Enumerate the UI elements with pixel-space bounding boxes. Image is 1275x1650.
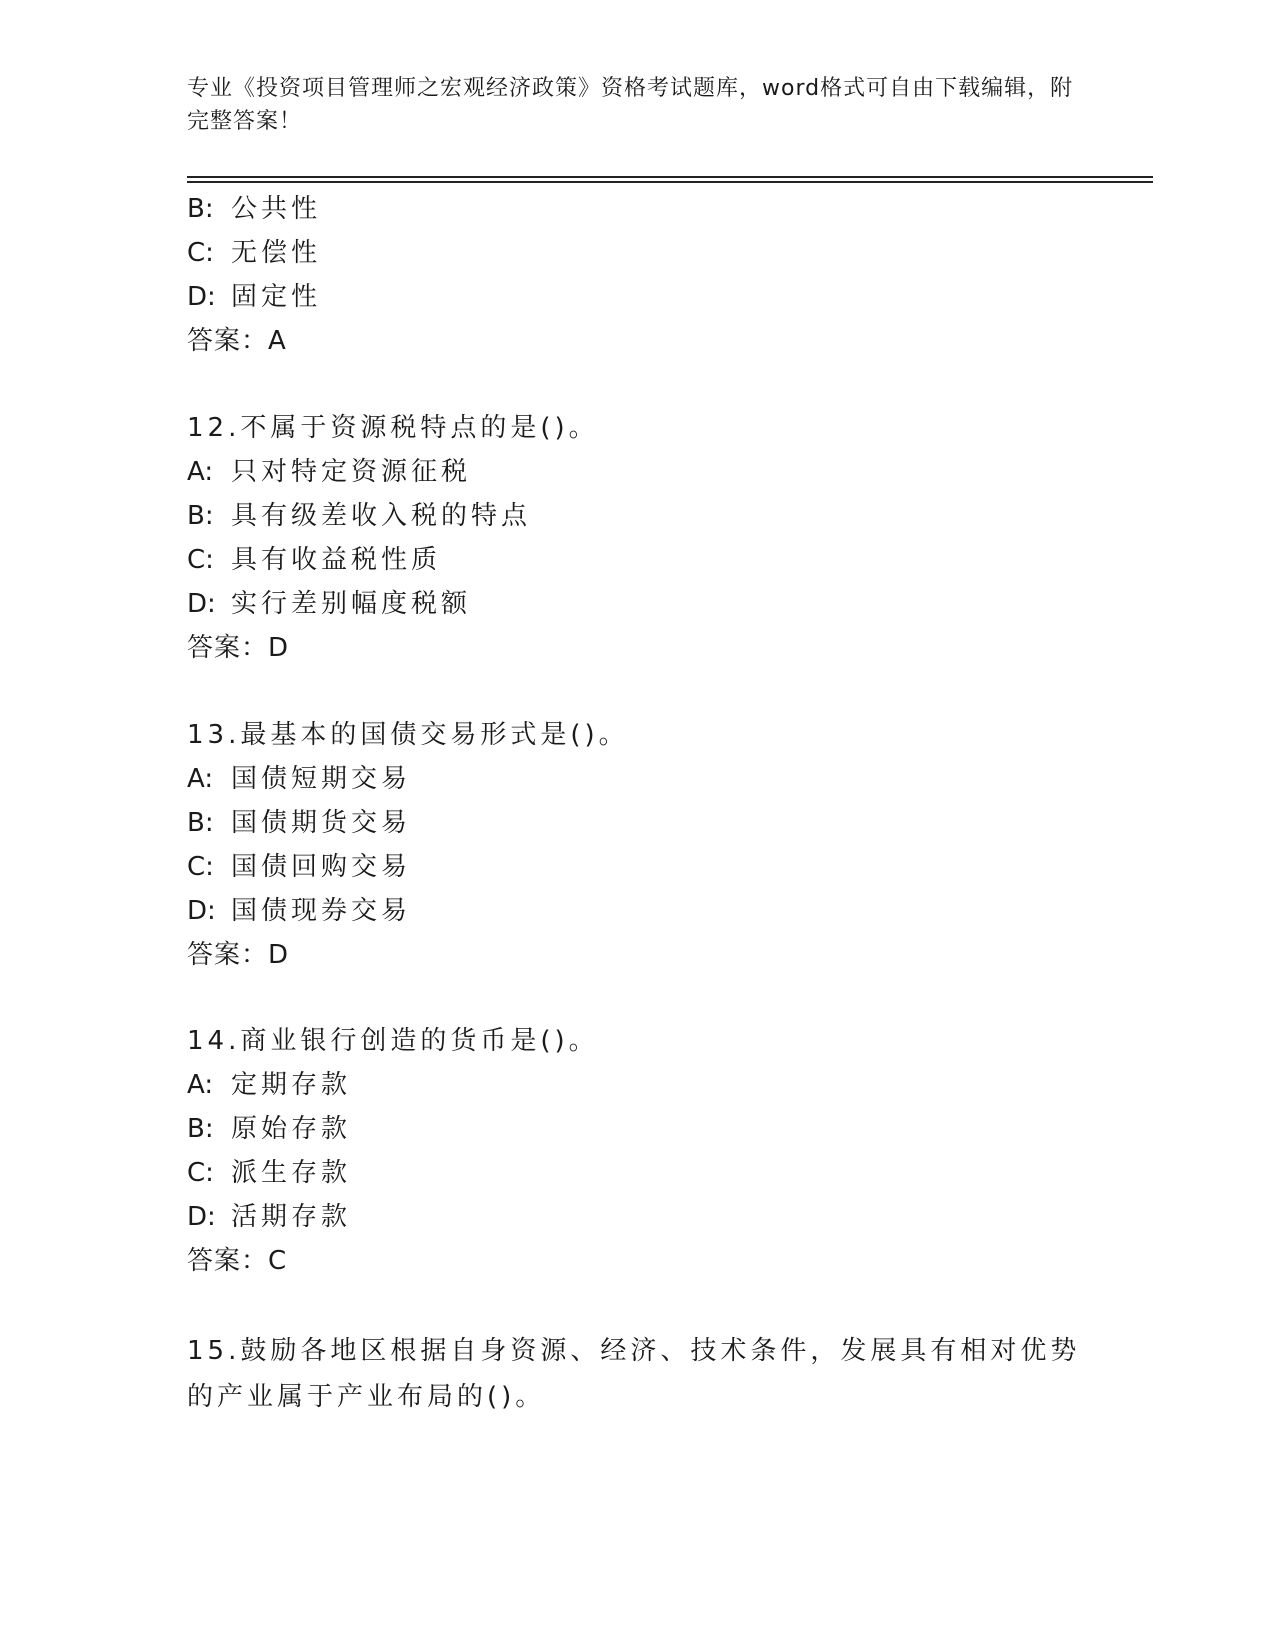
- option-text: 固定性: [231, 282, 322, 312]
- option-label: A:: [187, 457, 214, 487]
- q14-option-d: [187, 1201, 351, 1233]
- q11-answer: 答案：A: [187, 326, 287, 356]
- q11-option-d: [187, 281, 321, 313]
- q13-answer: 答案：D: [187, 940, 290, 970]
- q11-option-c: [187, 237, 321, 269]
- option-label: A:: [187, 1070, 214, 1100]
- header-divider-bottom: [187, 181, 1153, 183]
- q13-option-a: [187, 763, 411, 795]
- q11-option-b: [187, 193, 321, 225]
- q12-question: 12.不属于资源税特点的是()。: [187, 413, 599, 443]
- q12-option-b: [187, 500, 531, 532]
- option-text: 定期存款: [231, 1070, 352, 1100]
- document-header: 专业《投资项目管理师之宏观经济政策》资格考试题库，word格式可自由下载编辑，附完整答案！: [187, 76, 1074, 134]
- q12-option-c: [187, 544, 441, 576]
- option-text: 实行差别幅度税额: [231, 589, 472, 619]
- option-label: D:: [187, 1202, 216, 1232]
- q14-option-c: [187, 1157, 351, 1189]
- option-label: D:: [187, 282, 216, 312]
- option-text: 派生存款: [231, 1158, 352, 1188]
- q14-question: 14.商业银行创造的货币是()。: [187, 1026, 599, 1056]
- option-label: B:: [187, 194, 214, 224]
- q13-option-c: [187, 851, 411, 883]
- option-text: 原始存款: [231, 1114, 352, 1144]
- option-label: B:: [187, 808, 214, 838]
- option-text: 具有收益税性质: [231, 545, 442, 575]
- q14-option-b: [187, 1113, 351, 1145]
- option-text: 无偿性: [231, 238, 322, 268]
- option-text: 国债现券交易: [231, 896, 412, 926]
- q14-answer: 答案：C: [187, 1246, 288, 1276]
- option-label: D:: [187, 896, 216, 926]
- q13-option-d: [187, 895, 411, 927]
- option-label: D:: [187, 589, 216, 619]
- option-label: C:: [187, 1158, 214, 1188]
- q12-option-a: [187, 456, 471, 488]
- option-text: 活期存款: [231, 1202, 352, 1232]
- option-label: C:: [187, 238, 214, 268]
- q15-question: 15.鼓励各地区根据自身资源、经济、技术条件，发展具有相对优势的产业属于产业布局的()。: [187, 1336, 1081, 1412]
- q12-option-d: [187, 588, 471, 620]
- option-label: B:: [187, 501, 214, 531]
- option-text: 国债回购交易: [231, 852, 412, 882]
- q14-option-a: [187, 1069, 351, 1101]
- header-divider-top: [187, 176, 1153, 178]
- q13-question: 13.最基本的国债交易形式是()。: [187, 720, 629, 750]
- option-text: 公共性: [231, 194, 322, 224]
- option-label: C:: [187, 545, 214, 575]
- option-label: B:: [187, 1114, 214, 1144]
- option-label: C:: [187, 852, 214, 882]
- option-text: 具有级差收入税的特点: [231, 501, 532, 531]
- q13-option-b: [187, 807, 411, 839]
- option-text: 国债短期交易: [231, 764, 412, 794]
- option-label: A:: [187, 764, 214, 794]
- q12-answer: 答案：D: [187, 633, 290, 663]
- option-text: 只对特定资源征税: [231, 457, 472, 487]
- option-text: 国债期货交易: [231, 808, 412, 838]
